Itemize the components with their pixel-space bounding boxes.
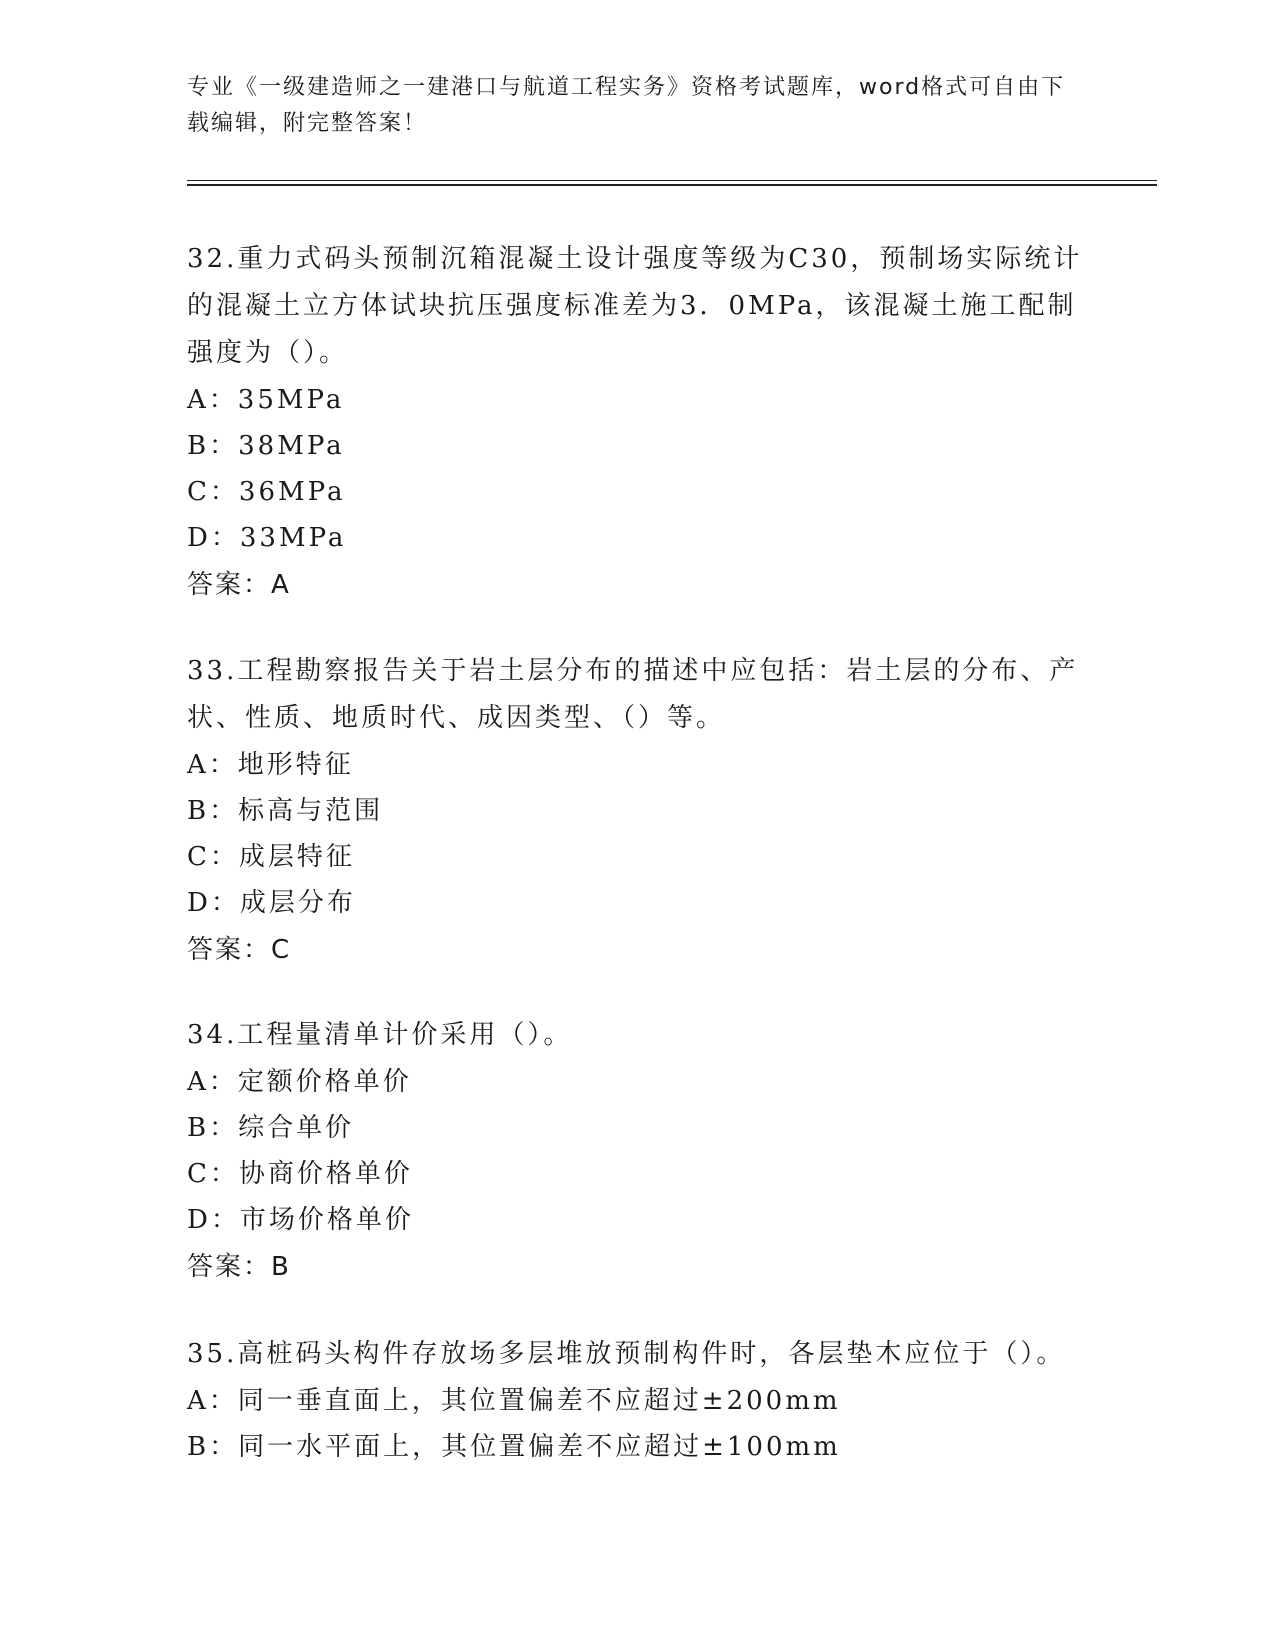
option-a: [187, 1378, 1087, 1424]
header-divider-thin: [187, 180, 1157, 181]
option-letter: B：: [187, 431, 239, 461]
option-letter: C：: [187, 1159, 239, 1189]
option-letter: B：: [187, 1113, 239, 1143]
option-text: 地形特征: [237, 750, 354, 780]
option-letter: B：: [187, 796, 239, 826]
option-text: 35MPa: [237, 385, 345, 415]
option-b: [187, 788, 1087, 834]
question-34: [187, 1012, 1087, 1291]
option-c: [187, 1151, 1087, 1197]
option-letter: D：: [187, 523, 240, 553]
answer-line: 答案：C: [187, 935, 292, 965]
option-d: [187, 515, 1087, 561]
option-d: [187, 880, 1087, 926]
option-letter: D：: [187, 1205, 240, 1235]
option-b: [187, 1105, 1087, 1151]
option-b: [187, 423, 1087, 469]
question-stem: 33.工程勘察报告关于岩土层分布的描述中应包括：岩土层的分布、产状、性质、地质时代、成因类型、（）等。: [187, 656, 1079, 733]
option-b: [187, 1424, 1087, 1470]
question-stem: 35.高桩码头构件存放场多层堆放预制构件时，各层垫木应位于（）。: [187, 1339, 1066, 1369]
option-letter: A：: [187, 1386, 238, 1416]
question-35: [187, 1331, 1087, 1470]
option-a: [187, 1059, 1087, 1105]
option-d: [187, 1197, 1087, 1243]
option-letter: A：: [187, 1067, 238, 1097]
option-letter: B：: [187, 1432, 239, 1462]
option-c: [187, 469, 1087, 515]
question-stem: 32.重力式码头预制沉箱混凝土设计强度等级为C30，预制场实际统计的混凝土立方体试块抗压强度标准差为3．0MPa，该混凝土施工配制强度为（）。: [187, 244, 1083, 368]
answer-line: 答案：B: [187, 1252, 291, 1282]
option-a: [187, 742, 1087, 788]
option-text: 33MPa: [239, 523, 347, 553]
answer-line: 答案：A: [187, 570, 291, 600]
option-text: 综合单价: [238, 1113, 355, 1143]
option-text: 38MPa: [238, 431, 345, 461]
option-text: 定额价格单价: [237, 1067, 412, 1097]
option-a: [187, 377, 1087, 423]
option-letter: C：: [187, 477, 239, 507]
page-header: 专业《一级建造师之一建港口与航道工程实务》资格考试题库，word格式可自由下载编辑，附完整答案！: [187, 75, 1066, 136]
option-letter: D：: [187, 888, 240, 918]
option-letter: A：: [187, 750, 238, 780]
option-text: 同一垂直面上，其位置偏差不应超过±200mm: [237, 1386, 841, 1416]
option-text: 成层分布: [239, 888, 356, 918]
option-text: 成层特征: [238, 842, 355, 872]
option-text: 同一水平面上，其位置偏差不应超过±100mm: [238, 1432, 841, 1462]
option-letter: C：: [187, 842, 239, 872]
header-divider-thick: [187, 184, 1157, 186]
option-text: 市场价格单价: [239, 1205, 414, 1235]
option-text: 协商价格单价: [238, 1159, 413, 1189]
question-stem: 34.工程量清单计价采用（）。: [187, 1020, 573, 1050]
option-letter: A：: [187, 385, 238, 415]
option-text: 标高与范围: [238, 796, 384, 826]
option-text: 36MPa: [238, 477, 346, 507]
question-32: [187, 236, 1087, 609]
question-33: [187, 648, 1087, 974]
option-c: [187, 834, 1087, 880]
